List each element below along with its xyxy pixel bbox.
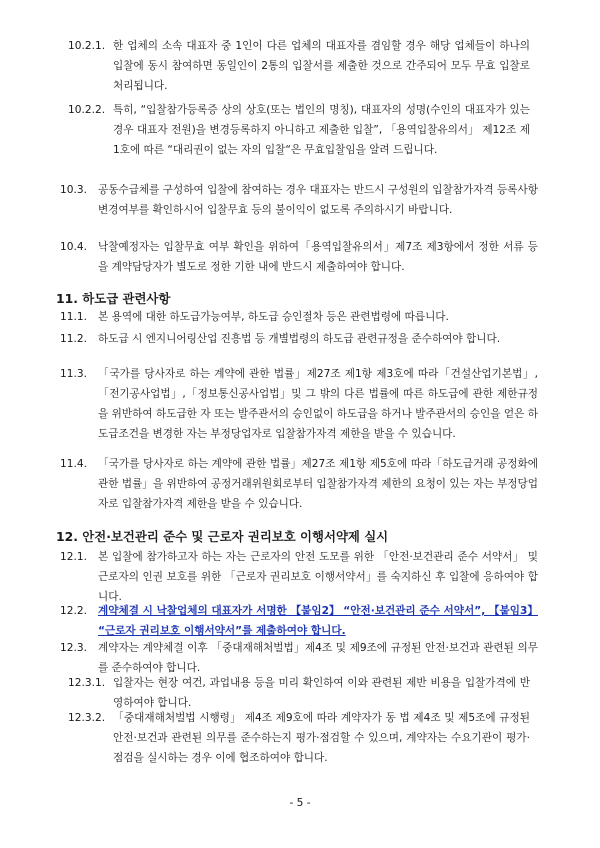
clause-text: 「국가를 당사자로 하는 계약에 관한 법률」제27조 제1항 제3호에 따라「건설산업기본법」,「전기공사업법」,「정보통신공사업법」및 그 밖의 다른 법률에 따른 하도급에 관한 제한규정을 위반하여 하도급한 자 또는 발주관서의 승인없이 하도급을 하거나 발주관서의 승인을 얻은 하도급조건을 변경한 자는 부정당업자로 입찰참가자격 제한을 받을 수 있습니다. [98,368,538,440]
clause-number: 10.2.2. [68,104,106,116]
clause-12-3 [60,638,538,678]
clause-11-3 [60,364,538,444]
clause-number: 12.1. [60,551,87,563]
clause-text: 본 용역에 대한 하도급가능여부, 하도급 승인절차 등은 관련법령에 따릅니다. [98,311,449,323]
clause-12-3-2 [68,708,530,768]
clause-text: 「중대재해처벌법 시행령」 제4조 제9호에 따라 계약자가 동 법 제4조 및 제5조에 규정된 안전·보건과 관련된 의무를 준수하는지 평가·점검할 수 있으며, 계약자는 수요기관이 평가·점검을 실시하는 경우 이에 협조하여야 합니다. [113,712,530,764]
clause-number: 11.1. [60,311,87,323]
clause-text: 특히, “입찰참가등록증 상의 상호(또는 법인의 명칭), 대표자의 성명(수인의 대표자가 있는 경우 대표자 전원)을 변경등록하지 아니하고 제출한 입찰”, 「용역입찰유의서」 제12조 제1호에 따른 “대리권이 없는 자의 입찰“은 무효입찰임을 알려 드립니다. [113,104,530,156]
clause-number: 12.3.1. [68,677,106,689]
clause-text: 하도급 시 엔지니어링산업 진흥법 등 개별법령의 하도급 관련규정을 준수하여야 합니다. [98,333,501,345]
clause-number: 12.2. [60,605,87,617]
clause-12-1 [60,547,538,607]
clause-12-3-1 [68,673,530,713]
clause-text: 입찰자는 현장 여건, 과업내용 등을 미리 확인하여 이와 관련된 제반 비용을 입찰가격에 반영하여야 합니다. [113,677,530,709]
clause-number: 10.3. [60,184,87,196]
clause-10-4 [60,237,538,277]
clause-number: 11.3. [60,368,87,380]
clause-text: 낙찰예정자는 입찰무효 여부 확인을 위하여「용역입찰유의서」제7조 제3항에서 정한 서류 등을 계약담당자가 별도로 정한 기한 내에 반드시 제출하여야 합니다. [98,241,538,273]
clause-12-2 [60,601,538,641]
clause-number: 12.3. [60,642,87,654]
clause-10-2-2 [68,100,530,160]
page-number: - 5 - [289,797,311,809]
clause-11-2 [60,329,538,349]
clause-number: 11.4. [60,458,87,470]
clause-number: 12.3.2. [68,712,106,724]
clause-text: 「국가를 당사자로 하는 계약에 관한 법률」제27조 제1항 제5호에 따라「하도급거래 공정화에 관한 법률」을 위반하여 공정거래위원회로부터 입찰참가자격 제한의 요청이 있는 자는 부정당업자로 입찰참가자격 제한을 받을 수 있습니다. [98,458,539,510]
clause-10-2-1 [68,36,530,96]
clause-number: 11.2. [60,333,87,345]
clause-number: 10.2.1. [68,40,106,52]
section-heading-12: 12. 안전·보건관리 준수 및 근로자 권리보호 이행서약제 실시 [56,529,389,544]
clause-number: 10.4. [60,241,87,253]
clause-10-3 [60,180,538,220]
clause-text: 공동수급체를 구성하여 입찰에 참여하는 경우 대표자는 반드시 구성원의 입찰참가자격 등록사항 변경여부를 확인하시어 입찰무효 등의 불이익이 없도록 주의하시기 바랍니다. [98,184,538,216]
clause-11-1 [60,307,538,327]
clause-11-4 [60,454,538,514]
clause-text: 한 업체의 소속 대표자 중 1인이 다른 업체의 대표자를 겸임할 경우 해당 업체들이 하나의 입찰에 동시 참여하면 동일인이 2통의 입찰서를 제출한 것으로 간주되어 모두 무효 입찰로 처리됩니다. [113,40,530,92]
clause-text: 본 입찰에 참가하고자 하는 자는 근로자의 안전 도모를 위한 「안전·보건관리 준수 서약서」 및 근로자의 인권 보호를 위한 「근로자 권리보호 이행서약서」를 숙지하신 후 입찰에 응하여야 합니다. [98,551,538,603]
section-heading-11: 11. 하도급 관련사항 [56,291,171,306]
clause-text-emphasized: 계약체결 시 낙찰업체의 대표자가 서명한 【붙임2】 “안전·보건관리 준수 서약서”, 【붙임3】 “근로자 권리보호 이행서약서”를 제출하여야 합니다. [98,605,538,637]
clause-text: 계약자는 계약체결 이후 「중대재해처벌법」제4조 및 제9조에 규정된 안전·보건과 관련된 의무를 준수하여야 합니다. [98,642,538,674]
